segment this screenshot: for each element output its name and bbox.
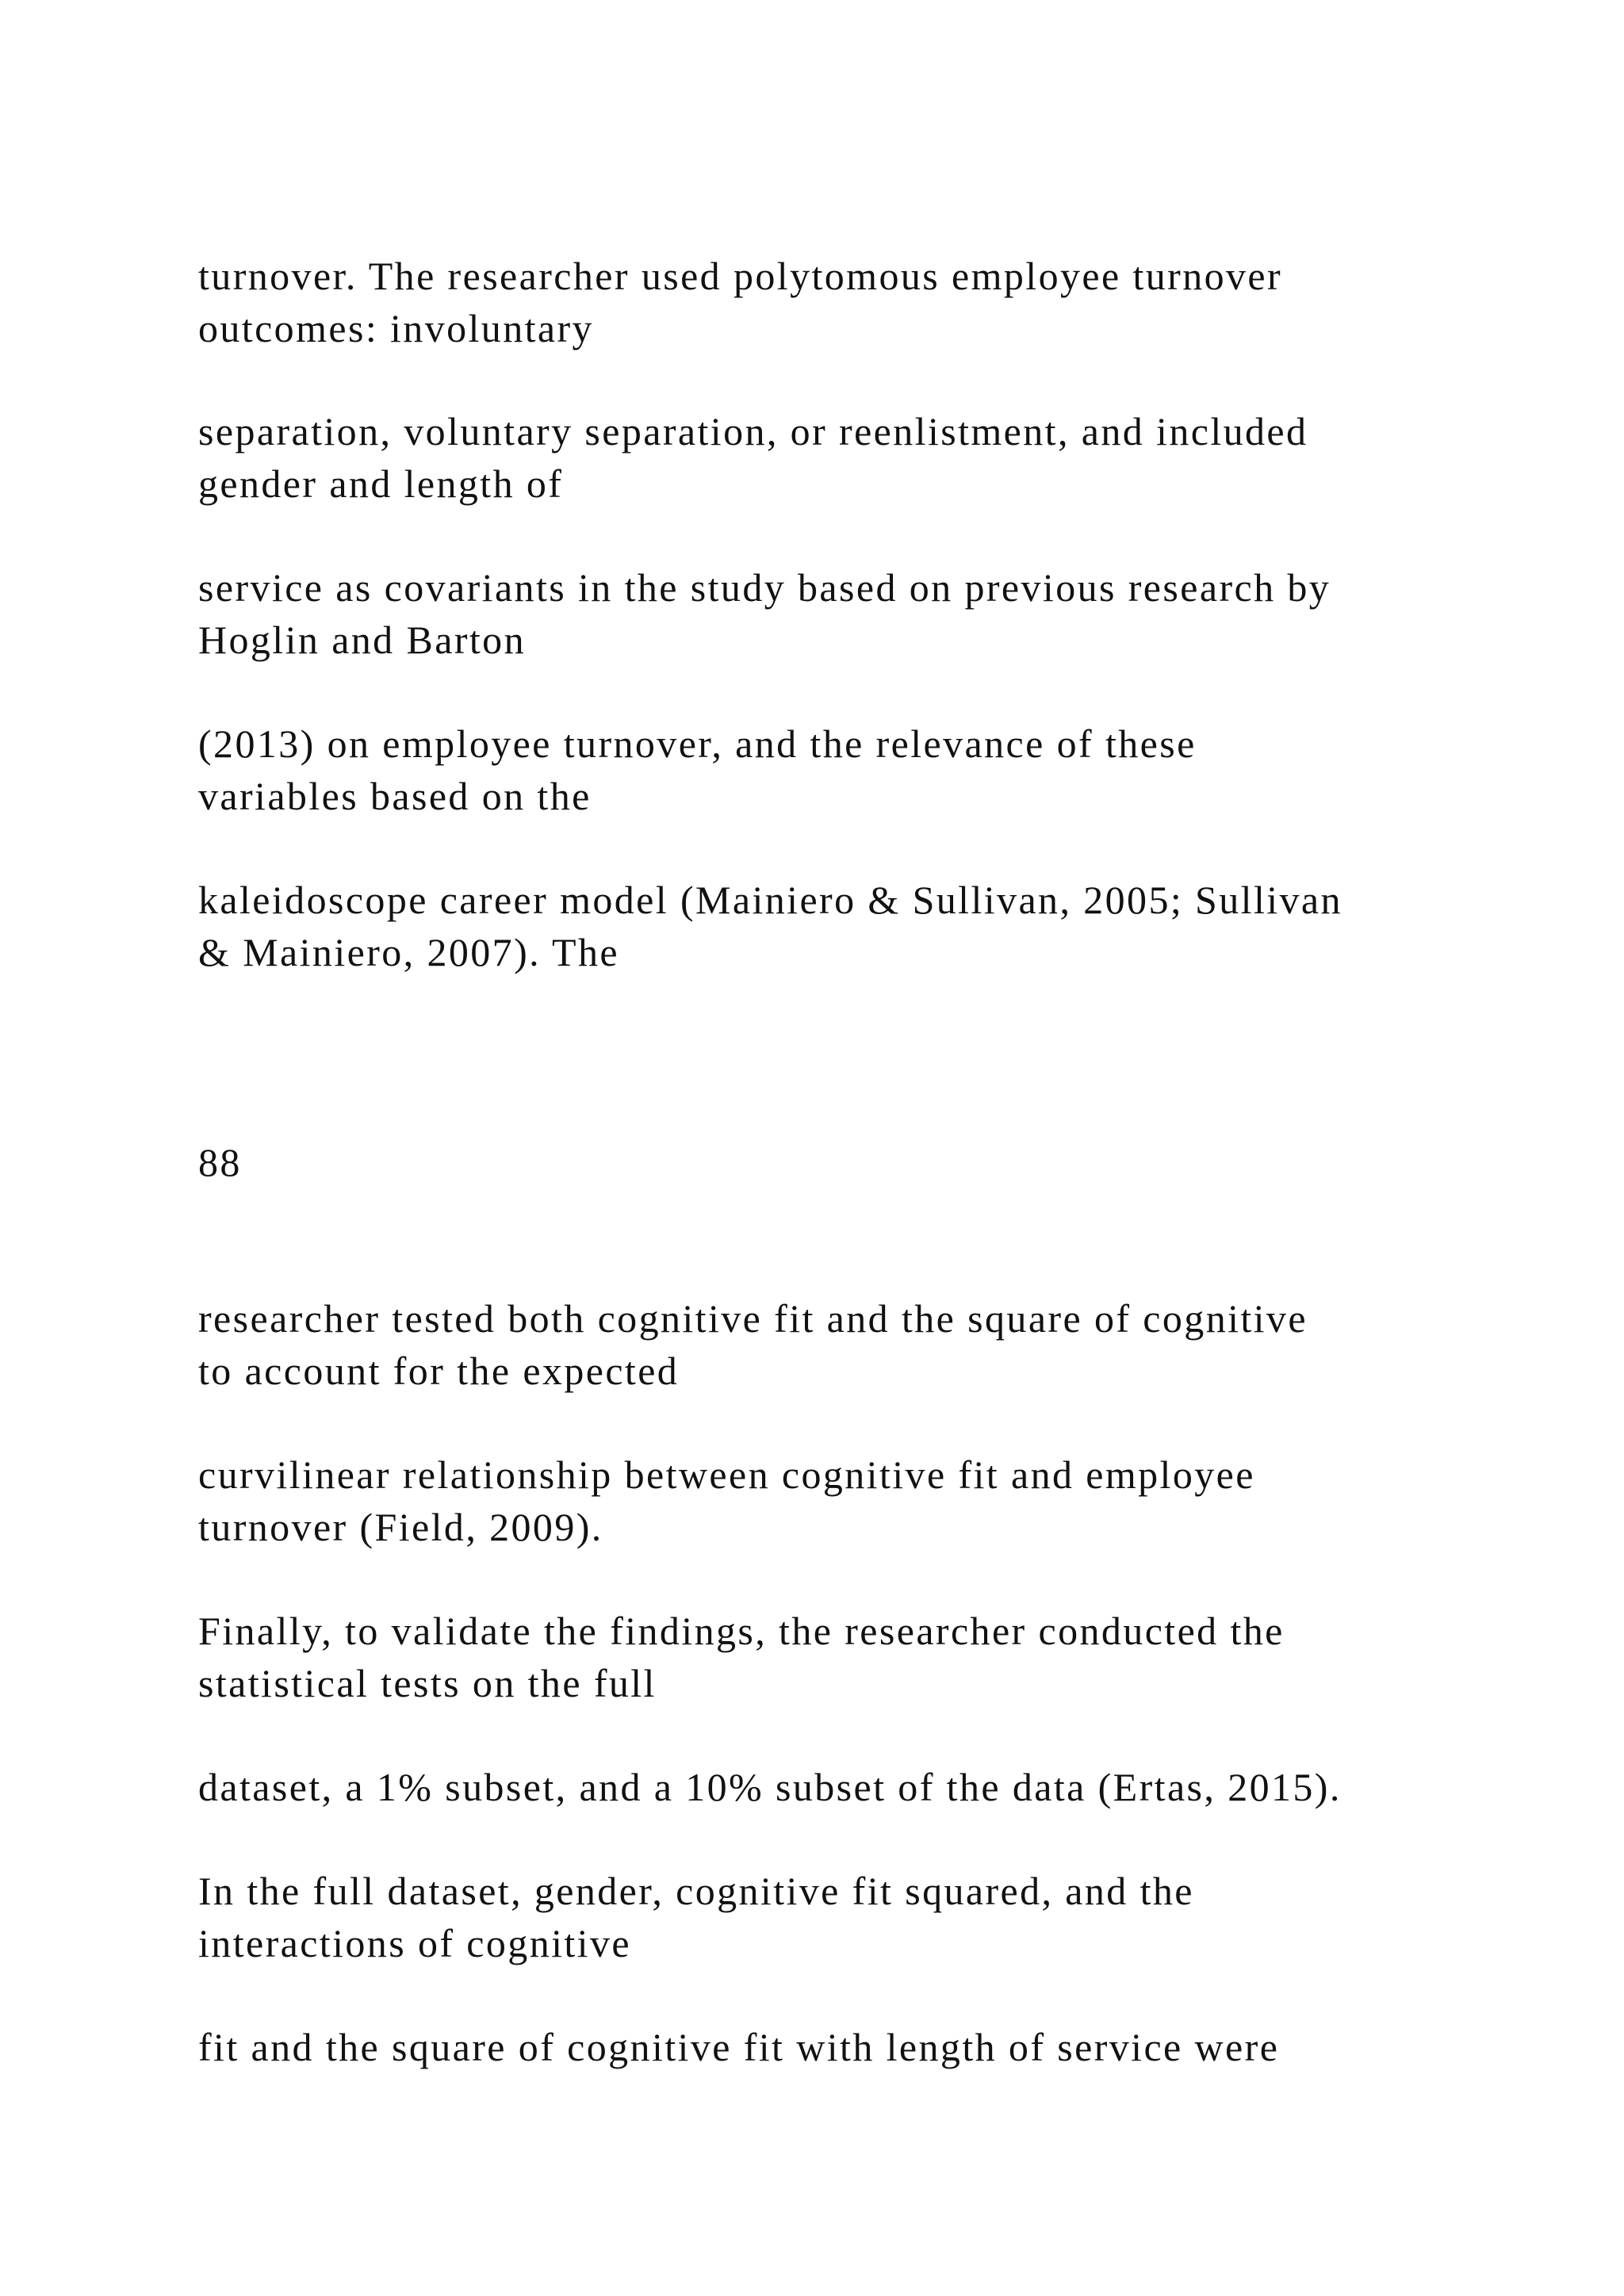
text-line: turnover. The researcher used polytomous employee turnover — [198, 254, 1283, 298]
text-line: to account for the expected — [198, 1349, 680, 1393]
page-number: 88 — [198, 1140, 242, 1184]
text-line: gender and length of — [198, 461, 564, 506]
text-line: (2013) on employee turnover, and the relevance of these — [198, 721, 1197, 766]
text-line: separation, voluntary separation, or reenlistment, and included — [198, 409, 1308, 453]
text-line: kaleidoscope career model (Mainiero & Sullivan, 2005; Sullivan — [198, 878, 1342, 922]
text-line: fit and the square of cognitive fit with length of service were — [198, 2025, 1280, 2069]
text-line: variables based on the — [198, 774, 592, 818]
text-line: researcher tested both cognitive fit and the square of cognitive — [198, 1296, 1308, 1341]
text-line: dataset, a 1% subset, and a 10% subset of the data (Ertas, 2015). — [198, 1765, 1342, 1809]
text-line: & Mainiero, 2007). The — [198, 930, 619, 974]
text-line: outcomes: involuntary — [198, 306, 594, 350]
text-line: service as covariants in the study based on previous research by — [198, 565, 1331, 610]
text-line: statistical tests on the full — [198, 1661, 657, 1705]
text-line: curvilinear relationship between cognitive fit and employee — [198, 1452, 1255, 1497]
text-line: In the full dataset, gender, cognitive fit squared, and the — [198, 1869, 1194, 1913]
text-line: Hoglin and Barton — [198, 618, 526, 662]
text-line: interactions of cognitive — [198, 1921, 631, 1965]
text-line: Finally, to validate the findings, the researcher conducted the — [198, 1609, 1285, 1653]
text-line: turnover (Field, 2009). — [198, 1505, 603, 1549]
